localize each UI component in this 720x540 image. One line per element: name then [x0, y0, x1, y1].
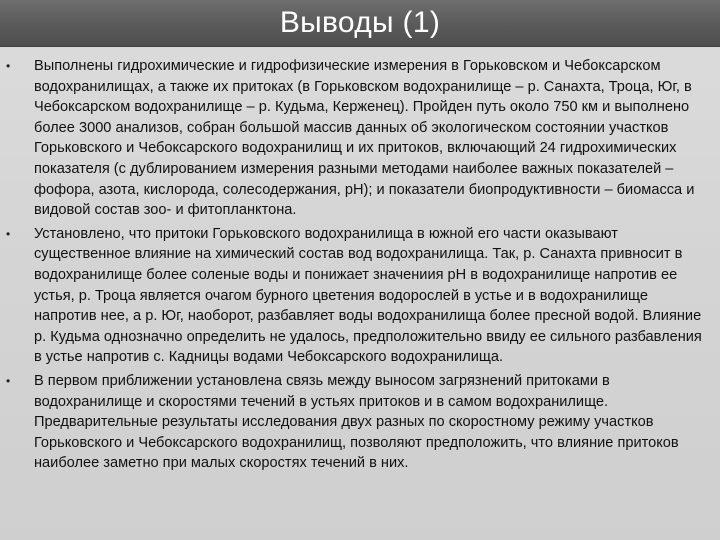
- bullet-icon: •: [6, 226, 11, 241]
- bullet-item-1: [0, 56, 720, 221]
- bullet-icon: •: [6, 373, 11, 388]
- bullet-text-3: В первом приближении установлена связь между выносом загрязнений притоками в водохранилище и скоростями течений в устьях притоков и в самом водохранилище. Предварительные результаты исследования двух разных по скоростному режиму участков Горьковского и Чебоксарского водохранилищ, позволяют предположить, что влияние притоков наиболее заметно при малых скоростях течений в них.: [34, 372, 679, 472]
- bullet-icon: •: [6, 59, 11, 73]
- bullet-text-2: Установлено, что притоки Горьковского водохранилища в южной его части оказывают существенное влияние на химический состав вод водохранилища. Так, р. Санахта привносит в водохранилище более соленые воды и понижает значениия рН в водохранилище напротив ее устья, р. Троца является очагом бурного цветения водорослей в устье и в водохранилище напротив нее, а р. Юг, наоборот, разбавляет воды водохранилища более пресной водой. Влияние р. Кудьма однозначно определить не удалось, предположительно ввиду ее сильного разбавления в устье напротив с. Кадницы водами Чебоксарского водохранилища.: [34, 225, 702, 366]
- bullet-list: [0, 56, 720, 477]
- bullet-text-1: Выполнены гидрохимические и гидрофизические измерения в Горьковском и Чебоксарском водохранилищах, а также их притоках (в Горьковском водохранилище – р. Санахта, Троца, Юг, в Чебоксарском водохранилище – р. Кудьма, Керженец). Пройден путь около 750 км и выполнено более 3000 анализов, собран большой массив данных об экологическом состоянии участков Горьковского и Чебоксарского водохранилищ и их притоков, включающий 24 гидрохимических показателя (с дублированием измерения разными методами наиболее важных показателей – фофора, азота, кислорода, солесодержания, рН); и показатели биопродуктивности – биомасса и видовой состав зоо- и фитопланктона.: [34, 58, 695, 219]
- title-bar: [0, 0, 720, 47]
- bullet-item-2: [0, 224, 720, 368]
- bullet-item-3: [0, 371, 720, 474]
- slide-title: Выводы (1): [279, 6, 441, 39]
